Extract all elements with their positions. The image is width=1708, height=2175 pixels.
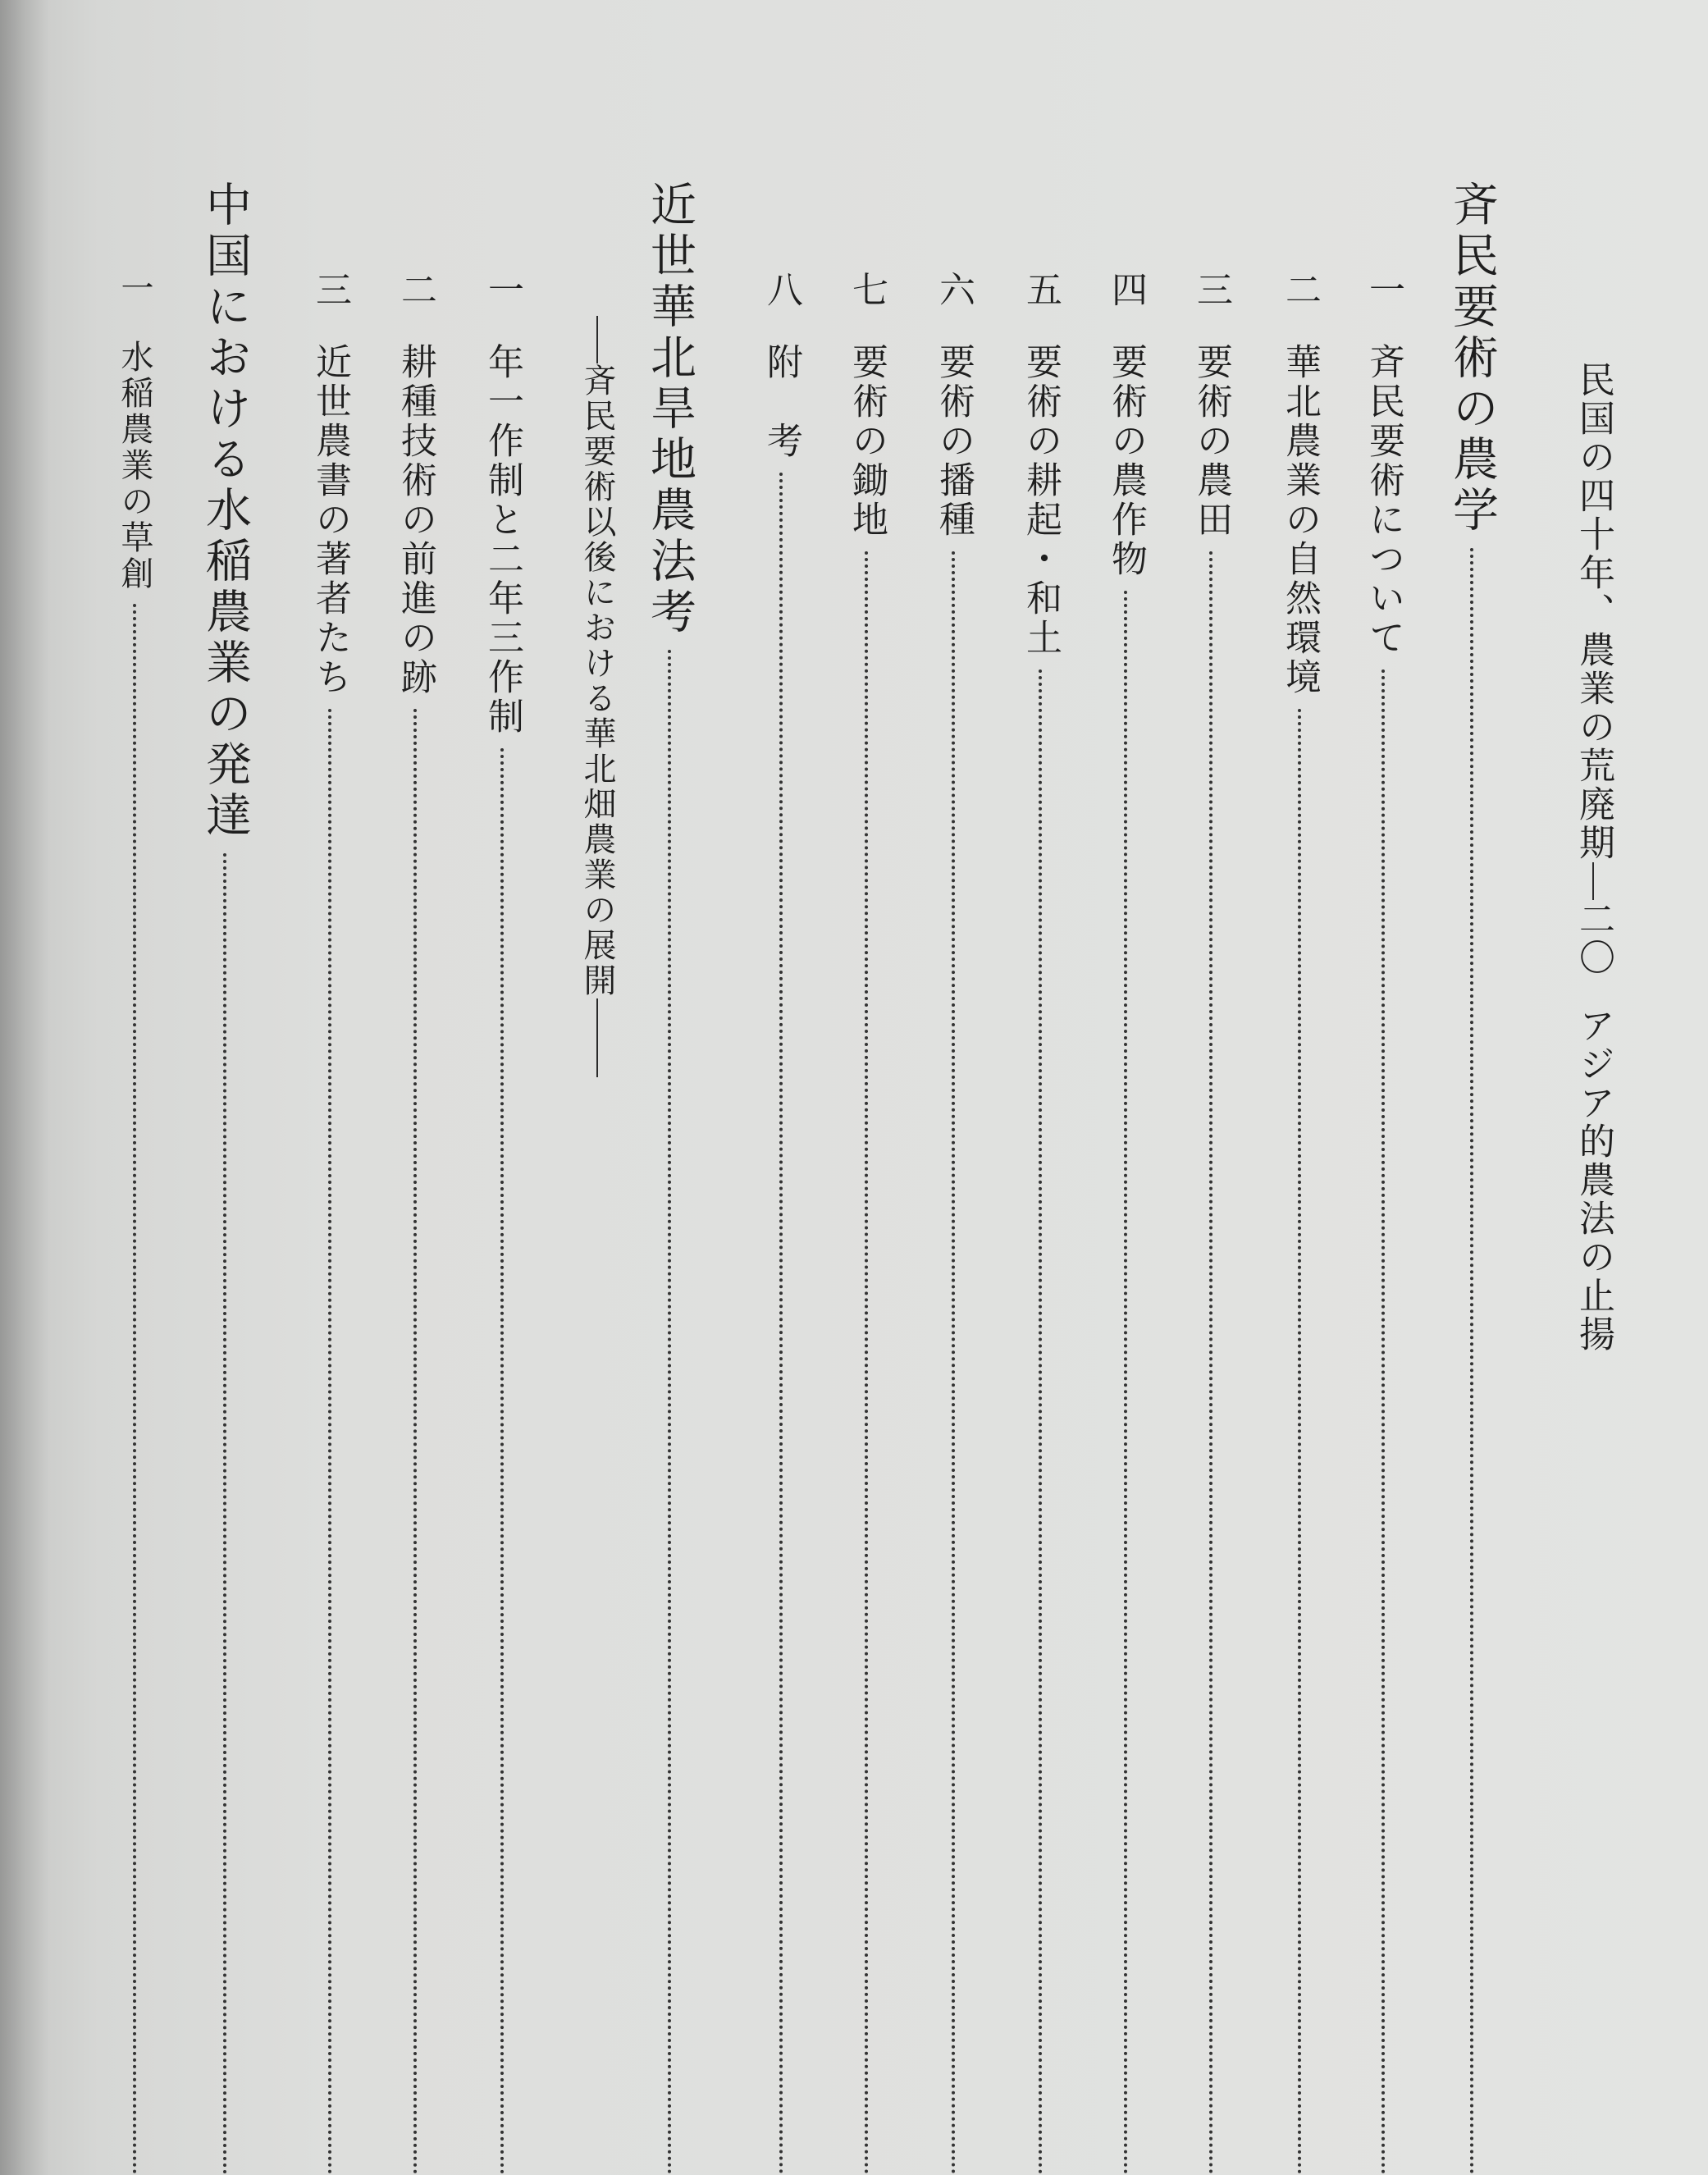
toc-section-2-2	[395, 271, 436, 2175]
leader-dots	[133, 604, 136, 2175]
toc-section-1-5	[1020, 271, 1062, 2175]
chapter-title: 斉民要術の農学	[1445, 180, 1499, 537]
section-number: 四	[1105, 271, 1147, 310]
section-number: 七	[846, 271, 888, 310]
leader-dots	[413, 709, 417, 2175]
header-prefix: 民国の四十年、農業の荒廃期	[1573, 361, 1614, 862]
em-dash	[1592, 862, 1594, 900]
toc-section-1-4	[1105, 271, 1147, 2175]
leader-dots	[865, 551, 868, 2175]
toc-section-2-1	[482, 271, 523, 2175]
section-number: 五	[1020, 271, 1062, 310]
section-title: 耕種技術の前進の跡	[395, 343, 436, 697]
toc-section-2-3	[309, 271, 351, 2175]
toc-section-1-8	[760, 271, 802, 2175]
leader-dots	[1039, 669, 1042, 2175]
section-title: 斉民要術について	[1363, 343, 1404, 658]
leader-dots	[779, 473, 783, 2175]
toc-section-1-3	[1190, 271, 1232, 2175]
leader-dots	[328, 709, 331, 2175]
leader-dots	[1209, 551, 1212, 2175]
section-title: 近世農書の著者たち	[309, 343, 351, 697]
chapter-1-title-entry	[1445, 180, 1499, 2175]
em-dash	[596, 998, 598, 1077]
section-title: 要術の農作物	[1105, 343, 1147, 579]
section-number: 三	[309, 271, 351, 310]
toc-section-1-7	[846, 271, 888, 2175]
toc-section-1-1	[1363, 271, 1404, 2175]
chapter-3-title-entry	[199, 180, 252, 2175]
header-number: 二〇	[1573, 900, 1614, 977]
leader-dots	[668, 650, 671, 2175]
toc-entry-header	[1573, 361, 1614, 1354]
em-dash	[596, 316, 598, 363]
section-number: 一	[482, 271, 523, 310]
book-gutter-shadow	[0, 0, 49, 2175]
leader-dots	[1124, 591, 1127, 2175]
toc-section-1-6	[933, 271, 975, 2175]
section-title: 要術の耕起・和土	[1020, 343, 1062, 658]
section-title: 要術の播種	[933, 343, 975, 540]
leader-dots	[1381, 669, 1385, 2175]
section-number: 三	[1190, 271, 1232, 310]
section-number: 二	[395, 271, 436, 310]
chapter-title: 近世華北旱地農法考	[643, 180, 696, 638]
section-title: 要術の農田	[1190, 343, 1232, 540]
leader-dots	[1470, 548, 1473, 2175]
section-title: 要術の鋤地	[846, 343, 888, 540]
chapter-title: 中国における水稲農業の発達	[199, 180, 252, 842]
leader-dots	[1298, 709, 1301, 2175]
section-number: 一	[1363, 271, 1404, 310]
chapter-2-title-entry	[643, 180, 696, 2175]
section-title: 華北農業の自然環境	[1279, 343, 1321, 697]
leader-dots	[223, 853, 226, 2175]
leader-dots	[500, 748, 504, 2175]
toc-section-3-1	[118, 271, 151, 2175]
leader-dots	[952, 551, 955, 2175]
section-title: 附 考	[760, 343, 802, 461]
section-title: 年一作制と二年三作制	[482, 343, 523, 737]
chapter-2-subtitle	[578, 316, 616, 1077]
header-title: アジア的農法の止揚	[1573, 1007, 1614, 1354]
section-number: 六	[933, 271, 975, 310]
subtitle-text: 斉民要術以後における華北畑農業の展開	[578, 363, 616, 998]
section-number: 八	[760, 271, 802, 310]
section-title: 水稲農業の草創	[116, 340, 153, 592]
toc-section-1-2	[1279, 271, 1321, 2175]
section-number: 一	[116, 271, 153, 307]
section-number: 二	[1279, 271, 1321, 310]
